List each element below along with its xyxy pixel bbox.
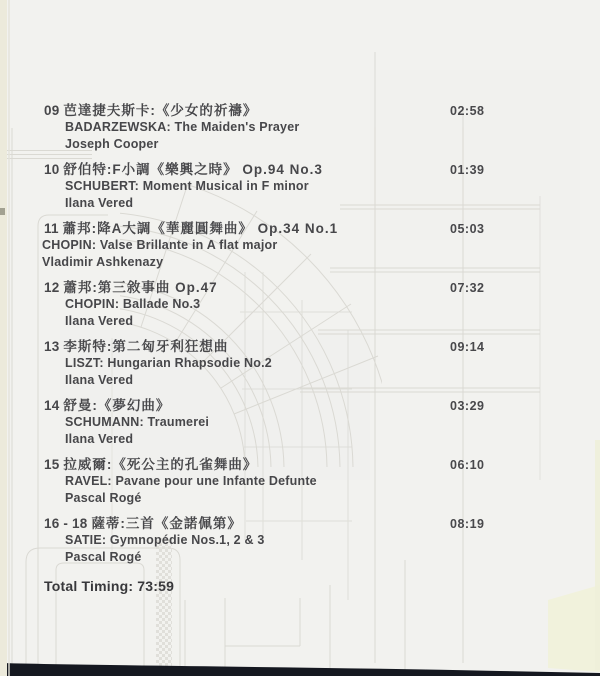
corner-patch xyxy=(548,585,600,672)
track-number: 09 xyxy=(44,103,60,118)
track-number: 12 xyxy=(44,280,60,295)
track-title-en: CHOPIN: Valse Brillante in A flat major xyxy=(42,238,278,252)
track-performer: Joseph Cooper xyxy=(65,137,159,151)
track-title-zh-line xyxy=(44,515,564,532)
page-edge-seam xyxy=(8,0,10,676)
track-time: 06:10 xyxy=(450,458,485,472)
page-edge-mark xyxy=(0,208,5,215)
track-title-zh: 蕭邦:第三敘事曲 Op.47 xyxy=(63,280,218,295)
page-edge-left xyxy=(0,0,7,676)
track-title-zh: 蕭邦:降A大調《華麗圓舞曲》 Op.34 No.1 xyxy=(62,221,339,236)
track-performer: Ilana Vered xyxy=(65,373,134,387)
track-performer: Pascal Rogé xyxy=(65,491,142,505)
track-performer: Ilana Vered xyxy=(65,314,134,328)
track-time: 05:03 xyxy=(450,222,485,236)
track-time: 01:39 xyxy=(450,163,485,177)
track-title-zh-line xyxy=(44,220,564,237)
track-number: 16 - 18 xyxy=(44,516,88,531)
track-title-zh: 舒伯特:F小調《樂興之時》 Op.94 No.3 xyxy=(63,162,323,177)
track-title-zh: 芭達捷夫斯卡:《少女的祈禱》 xyxy=(63,103,258,118)
track-title-zh: 薩蒂:三首《金諾佩第》 xyxy=(91,516,242,531)
bottom-scan-band xyxy=(0,663,600,676)
track-title-zh-line xyxy=(44,456,564,473)
track-row xyxy=(44,102,564,153)
track-row xyxy=(44,397,564,448)
total-timing: Total Timing: 73:59 xyxy=(44,578,175,594)
track-number: 11 xyxy=(44,221,59,236)
track-title-zh-line xyxy=(44,102,564,119)
track-time: 08:19 xyxy=(450,517,485,531)
track-number: 14 xyxy=(44,398,60,413)
track-title-en: SATIE: Gymnopédie Nos.1, 2 & 3 xyxy=(65,533,265,547)
track-title-zh-line xyxy=(44,338,564,355)
track-row xyxy=(44,515,564,566)
track-row xyxy=(44,279,564,330)
track-title-en: BADARZEWSKA: The Maiden's Prayer xyxy=(65,120,300,134)
track-time: 02:58 xyxy=(450,104,485,118)
track-time: 07:32 xyxy=(450,281,485,295)
track-title-en: RAVEL: Pavane pour une Infante Defunte xyxy=(65,474,317,488)
track-number: 10 xyxy=(44,162,60,177)
track-title-zh-line xyxy=(44,161,564,178)
track-row xyxy=(44,220,564,271)
track-title-zh: 舒曼:《夢幻曲》 xyxy=(63,398,171,413)
tracklist xyxy=(44,102,564,574)
track-row xyxy=(44,161,564,212)
track-performer: Ilana Vered xyxy=(65,432,134,446)
track-number: 13 xyxy=(44,339,60,354)
track-row xyxy=(44,338,564,389)
track-performer: Ilana Vered xyxy=(65,196,134,210)
track-time: 03:29 xyxy=(450,399,485,413)
track-title-en: SCHUBERT: Moment Musical in F minor xyxy=(65,179,309,193)
track-number: 15 xyxy=(44,457,60,472)
track-title-zh: 李斯特:第二匈牙利狂想曲 xyxy=(63,339,229,354)
track-title-zh-line xyxy=(44,397,564,414)
track-title-zh-line xyxy=(44,279,564,296)
track-time: 09:14 xyxy=(450,340,485,354)
track-performer: Pascal Rogé xyxy=(65,550,142,564)
track-title-en: CHOPIN: Ballade No.3 xyxy=(65,297,201,311)
track-title-en: LISZT: Hungarian Rhapsodie No.2 xyxy=(65,356,272,370)
track-row xyxy=(44,456,564,507)
track-title-en: SCHUMANN: Traumerei xyxy=(65,415,210,429)
track-performer: Vladimir Ashkenazy xyxy=(42,255,164,269)
track-title-zh: 拉威爾:《死公主的孔雀舞曲》 xyxy=(63,457,258,472)
